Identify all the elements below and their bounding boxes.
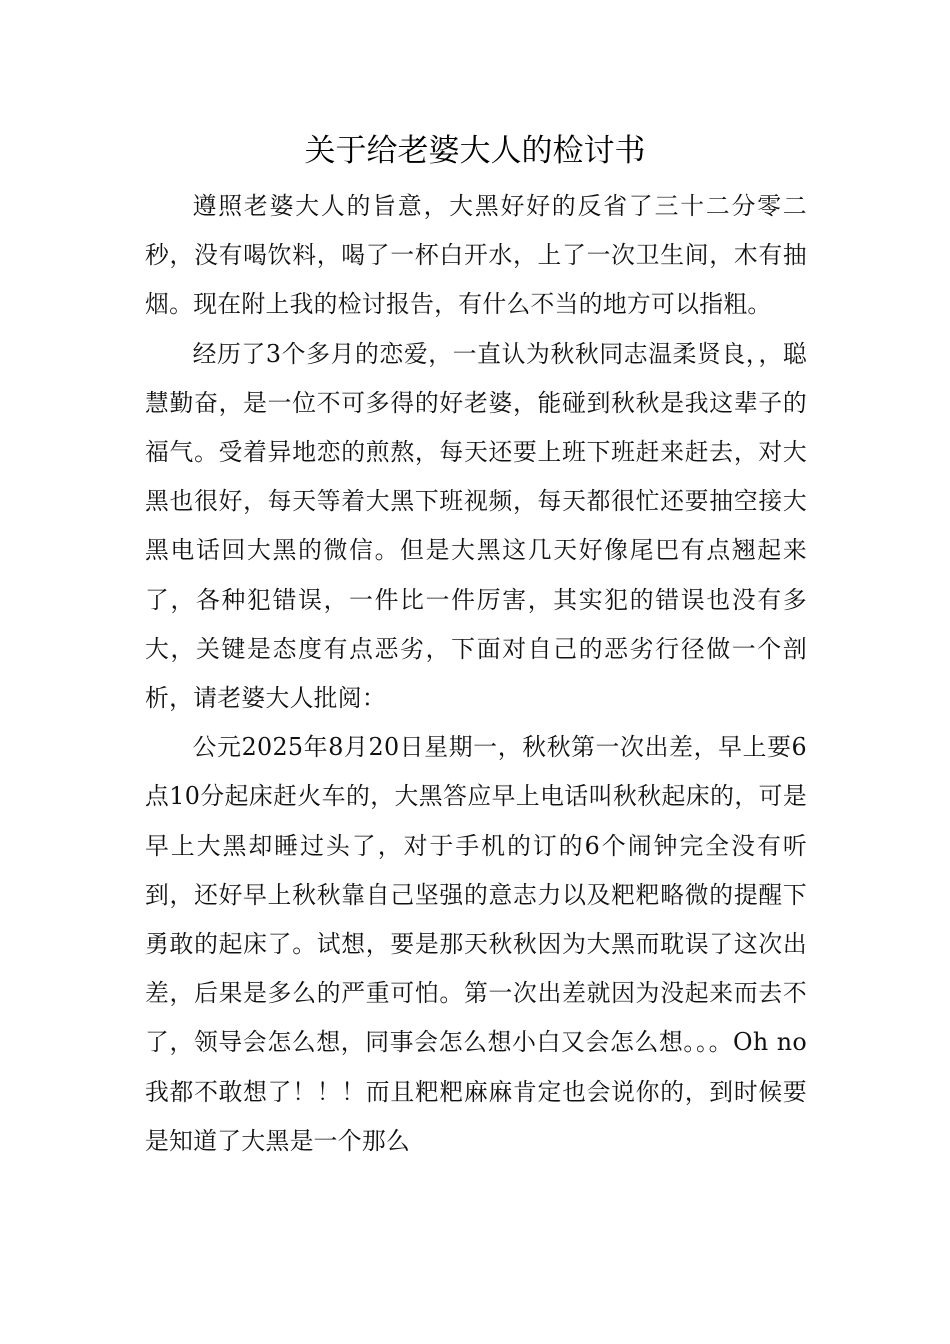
document-title: 关于给老婆大人的检讨书 — [304, 133, 646, 169]
document-body — [145, 182, 807, 1166]
paragraph-3: 公元2025年8月20日星期一，秋秋第一次出差，早上要6点10分起床赶火车的，大黑答应早上电话叫秋秋起床的，可是早上大黑却睡过头了，对于手机的订的6个闹钟完全没有听到，还好早上秋秋靠自己坚强的意志力以及粑粑略微的提醒下勇敢的起床了。试想，要是那天秋秋因为大黑而耽误了这次出差，后果是多么的严重可怕。第一次出差就因为没起来而去不了，领导会怎么想，同事会怎么想小白又会怎么想。。。Oh no我都不敢想了！！！而且粑粑麻麻肯定也会说你的，到时候要是知道了大黑是一个那么 — [145, 733, 807, 1155]
paragraph-1: 遵照老婆大人的旨意，大黑好好的反省了三十二分零二秒，没有喝饮料，喝了一杯白开水，上了一次卫生间，木有抽烟。现在附上我的检讨报告，有什么不当的地方可以指粗。 — [145, 192, 807, 319]
paragraph-2: 经历了3个多月的恋爱，一直认为秋秋同志温柔贤良，，聪慧勤奋，是一位不可多得的好老婆，能碰到秋秋是我这辈子的福气。受着异地恋的煎熬，每天还要上班下班赶来赶去，对大黑也很好，每天等着大黑下班视频，每天都很忙还要抽空接大黑电话回大黑的微信。但是大黑这几天好像尾巴有点翘起来了，各种犯错误，一件比一件厉害，其实犯的错误也没有多大，关键是态度有点恶劣，下面对自己的恶劣行径做一个剖析，请老婆大人批阅： — [145, 339, 807, 713]
